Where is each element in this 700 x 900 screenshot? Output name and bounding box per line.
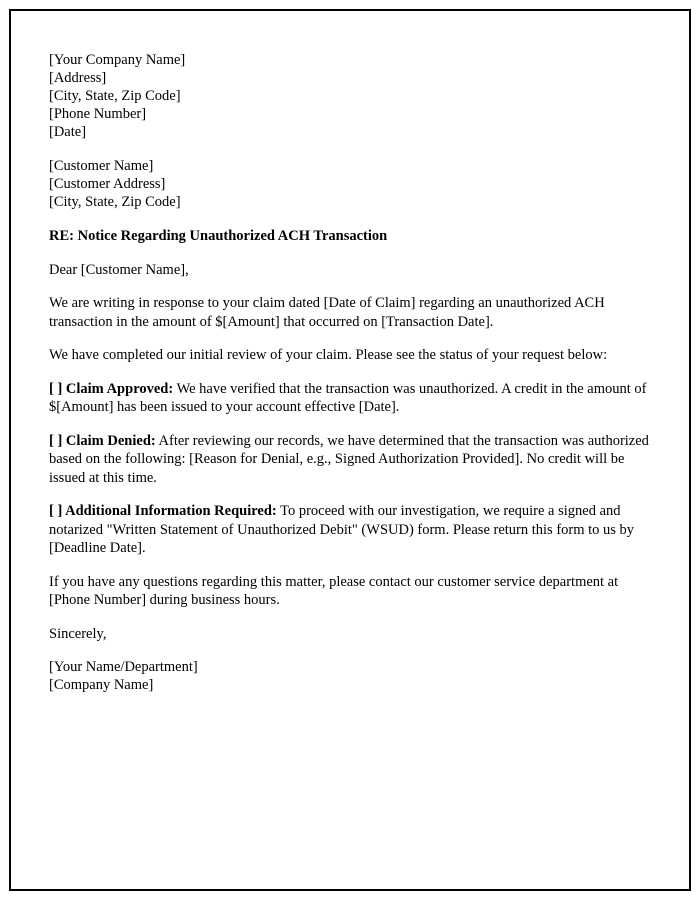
option-claim-approved-label: [ ] Claim Approved: — [49, 380, 174, 397]
sender-block — [49, 51, 649, 141]
signature-name-department: [Your Name/Department] — [49, 659, 198, 675]
paragraph-claim-intro: We are writing in response to your claim dated [Date of Claim] regarding an unauthorized ACH transaction in the amount of $[Amount] that occurred on [Transaction Date]. — [49, 295, 605, 330]
subject-line: RE: Notice Regarding Unauthorized ACH Transaction — [49, 228, 388, 244]
sender-phone: [Phone Number] — [49, 106, 147, 122]
option-claim-approved-text: We have verified that the transaction was unauthorized. A credit in the amount of $[Amount] has been issued to your account effective [Date]. — [49, 380, 647, 415]
option-claim-denied-text: After reviewing our records, we have determined that the transaction was authorized based on the following: [Reason for Denial, e.g., Signed Authorization Provided]. No credit will be issued at this time. — [49, 432, 649, 486]
recipient-address: [Customer Address] — [49, 176, 166, 192]
recipient-block — [49, 157, 649, 211]
option-additional-info-label: [ ] Additional Information Required: — [49, 503, 277, 519]
option-claim-denied-label: [ ] Claim Denied: — [49, 432, 156, 449]
closing: Sincerely, — [49, 625, 107, 642]
letter-date: [Date] — [49, 124, 87, 140]
salutation: Dear [Customer Name], — [49, 261, 189, 278]
sender-address: [Address] — [49, 70, 107, 86]
option-additional-info — [49, 502, 649, 558]
signature-company-name: [Company Name] — [49, 677, 154, 693]
option-claim-denied — [49, 432, 649, 488]
recipient-name: [Customer Name] — [49, 158, 154, 174]
sender-company-name: [Your Company Name] — [49, 52, 186, 68]
paragraph-contact: If you have any questions regarding this matter, please contact our customer service department at [Phone Number] during business hours. — [49, 573, 619, 608]
letter-page — [9, 9, 691, 891]
signature-block — [49, 658, 649, 694]
option-claim-approved — [49, 380, 649, 417]
recipient-city-state-zip: [City, State, Zip Code] — [49, 194, 181, 210]
option-additional-info-text: To proceed with our investigation, we require a signed and notarized "Written Statement of Unauthorized Debit" (WSUD) form. Please return this form to us by [Deadline Date]. — [49, 503, 635, 556]
sender-city-state-zip: [City, State, Zip Code] — [49, 88, 181, 104]
paragraph-review-status: We have completed our initial review of your claim. Please see the status of your request below: — [49, 347, 608, 363]
